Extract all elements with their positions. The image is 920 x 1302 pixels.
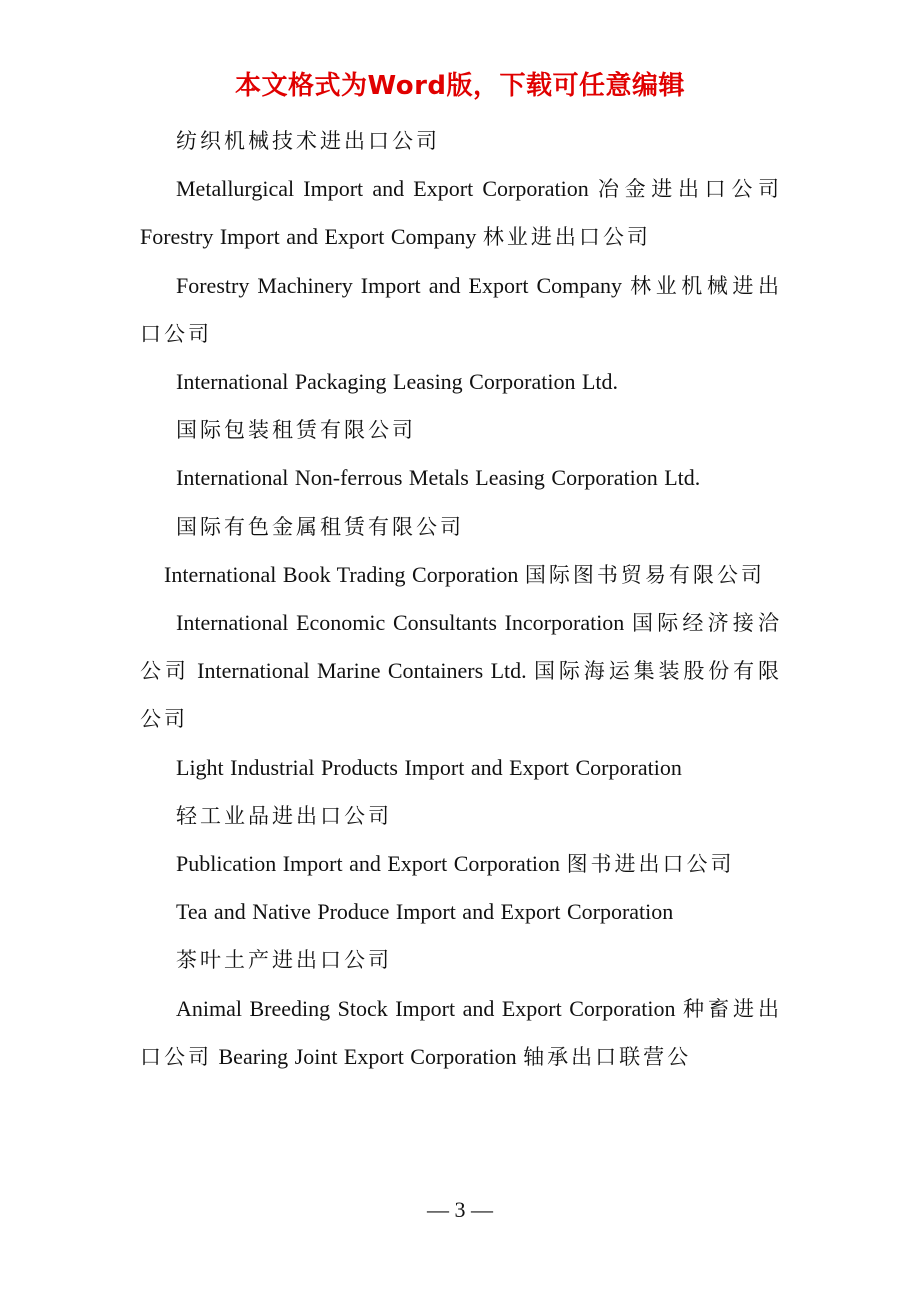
company-name-en: Forestry Machinery Import and Export Company: [176, 272, 623, 298]
company-name-en: Light Industrial Products Import and Export Corporation: [176, 754, 682, 780]
company-name-en: Animal Breeding Stock Import and Export Corporation: [176, 995, 676, 1021]
company-name-en: International Packaging Leasing Corporation Ltd.: [176, 369, 619, 395]
paragraph: [140, 985, 782, 1081]
company-name-cn: 国际经济接洽公司: [140, 611, 783, 684]
company-name-cn: 种畜进出口公司: [140, 996, 783, 1069]
company-name-en: Forestry Import and Export Company: [140, 224, 477, 250]
company-name-en: International Marine Containers Ltd.: [197, 658, 527, 684]
company-name-cn: 轻工业品进出口公司: [176, 803, 392, 828]
paragraph: [140, 840, 782, 888]
page-number: — 3 —: [427, 1197, 493, 1222]
company-name-en: Tea and Native Produce Import and Export Corporation: [176, 899, 674, 925]
paragraph: [140, 406, 782, 454]
document-body: [140, 117, 782, 1081]
company-name-cn: 国际有色金属租赁有限公司: [176, 514, 464, 539]
paragraph: [140, 599, 782, 744]
company-name-en: International Non-ferrous Metals Leasing Corporation Ltd.: [176, 465, 701, 491]
company-name-cn: 国际包装租赁有限公司: [176, 418, 416, 443]
editable-format-banner: 本文格式为Word版，下载可任意编辑: [234, 71, 686, 101]
paragraph: [140, 454, 782, 502]
company-name-cn: 图书进出口公司: [566, 852, 735, 877]
company-name-cn: 林业进出口公司: [482, 225, 651, 250]
paragraph: [140, 888, 782, 936]
company-name-en: Publication Import and Export Corporation: [176, 851, 561, 877]
company-name-en: Bearing Joint Export Corporation: [218, 1043, 517, 1069]
company-name-cn: 冶金进出口公司: [597, 177, 783, 202]
company-name-cn: 茶叶土产进出口公司: [176, 948, 392, 973]
company-name-cn: 轴承出口联营公: [523, 1044, 692, 1069]
paragraph: [140, 744, 782, 792]
paragraph: [140, 358, 782, 406]
paragraph: [140, 262, 782, 358]
company-name-cn: 国际图书贸易有限公司: [524, 562, 765, 587]
paragraph: [140, 936, 782, 984]
paragraph: [140, 503, 782, 551]
company-name-cn: 纺织机械技术进出口公司: [176, 129, 440, 153]
company-name-en: International Book Trading Corporation: [164, 561, 519, 587]
paragraph: [140, 792, 782, 840]
paragraph: [140, 551, 782, 599]
company-name-cn: 国际海运集装股份有限公司: [140, 659, 783, 732]
paragraph: [140, 165, 782, 261]
company-name-cn: 林业机械进出口公司: [140, 273, 783, 346]
company-name-en: International Economic Consultants Incorporation: [176, 610, 625, 636]
paragraph: [140, 117, 782, 165]
company-name-en: Metallurgical Import and Export Corporation: [176, 176, 589, 202]
